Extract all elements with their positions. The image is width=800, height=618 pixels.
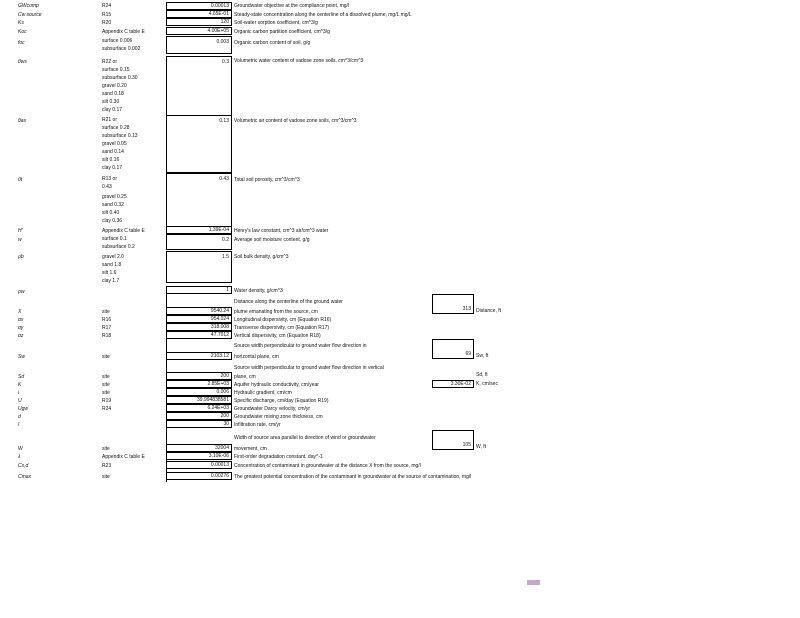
value-k[interactable]: 2.85E+03 xyxy=(166,380,232,388)
value-theta-ws[interactable]: 0.3 xyxy=(166,56,232,116)
desc-koc: Organic carbon partition coefficient, cm^3/g xyxy=(234,29,330,35)
theta-t-line: silt 0.40 xyxy=(102,210,120,216)
symbol-theta-ws: θws xyxy=(18,59,27,65)
value-henry[interactable]: 1.39E-04 xyxy=(166,226,232,234)
symbol-ks: Ks xyxy=(18,20,24,26)
symbol-ugw: Ugw xyxy=(18,406,29,412)
symbol-sd: Sd xyxy=(18,374,25,380)
symbol-u: U xyxy=(18,398,22,404)
desc-theta-t: Total soil porosity, cm^3/cm^3 xyxy=(234,177,300,183)
k-cmsec-label: K, cm/sec xyxy=(476,381,498,387)
theta-t-line: gravel 0.25 xyxy=(102,194,127,200)
ref-foc-surface: surface 0.006 xyxy=(102,38,133,44)
desc-d: Groundwater mixing zone thickness, cm xyxy=(234,414,323,420)
desc-cxd: Concentration of contaminant in groundwater at the distance X from the source, mg/l xyxy=(234,463,421,469)
theta-as-line: clay 0.17 xyxy=(102,165,123,171)
value-ks[interactable]: 120 xyxy=(166,18,232,26)
ref-k: site xyxy=(102,382,110,388)
desc-x: plume emanating from the source, cm xyxy=(234,309,318,315)
moisture-line: surface 0.1 xyxy=(102,236,127,242)
value-theta-t[interactable]: 0.43 xyxy=(166,173,232,227)
bulk-density-line: gravel 2.0 xyxy=(102,254,124,260)
desc-i: Hydraulic gradient, cm/cm xyxy=(234,390,292,396)
symbol-cwsource: Cw source xyxy=(18,12,42,18)
value-alpha-z[interactable]: 47.7012 xyxy=(166,331,232,339)
theta-as-line: subsurface 0.13 xyxy=(102,133,138,139)
theta-ws-line: surface 0.15 xyxy=(102,67,130,73)
symbol-theta-as: θas xyxy=(18,118,26,124)
ref-alpha-y: R17 xyxy=(102,325,112,331)
value-koc[interactable]: 4.00E+05 xyxy=(166,27,232,35)
bulk-density-line: silt 1.6 xyxy=(102,270,117,276)
symbol-bulk-density: ρb xyxy=(18,254,24,260)
value-cmax[interactable]: 0.00276 xyxy=(166,472,232,480)
symbol-sw: Sw xyxy=(18,354,25,360)
symbol-foc: foc xyxy=(18,40,25,46)
theta-ws-line: subsurface 0.30 xyxy=(102,75,138,81)
bulk-density-line: sand 1.8 xyxy=(102,262,122,268)
ref-u: R19 xyxy=(102,398,112,404)
value-u[interactable]: 39.994838581 xyxy=(166,396,232,404)
desc-cwsource: Steady-state concentration along the centerline of a dissolved plume, mg/L mg/L xyxy=(234,12,412,18)
ref-alpha-z: R18 xyxy=(102,333,112,339)
value-alpha-y[interactable]: 318.008 xyxy=(166,323,232,331)
desc-alpha-x: Longitudinal dispersivity, cm (Equation R16) xyxy=(234,317,332,323)
ref-w: site xyxy=(102,446,110,452)
symbol-cmax: Cmax xyxy=(18,474,32,480)
w-ft-box[interactable] xyxy=(432,430,474,450)
value-w[interactable]: 32004 xyxy=(166,444,232,452)
value-lambda[interactable]: 3.10E-06 xyxy=(166,452,232,460)
desc-ks: Soil-water sorption coefficient, cm^3/g xyxy=(234,20,318,26)
value-i[interactable]: 0.006 xyxy=(166,388,232,396)
value-water-density[interactable]: 1 xyxy=(166,286,232,294)
desc-sd: plane, cm xyxy=(234,374,256,380)
ref-gwcomp: R24 xyxy=(102,3,112,9)
theta-ws-line: clay 0.17 xyxy=(102,107,123,113)
ref-i: site xyxy=(102,390,110,396)
symbol-cxd: Cx,d xyxy=(18,463,29,469)
symbol-infiltration: I xyxy=(18,422,20,428)
ref-cxd: R23 xyxy=(102,463,112,469)
desc-sw-line1: Source width perpendicular to ground water flow direction in xyxy=(234,343,367,349)
ref-ks: R20 xyxy=(102,20,112,26)
ref-sd: site xyxy=(102,374,110,380)
symbol-w: W xyxy=(18,446,23,452)
theta-ws-line: R22 or xyxy=(102,59,118,65)
value-sw[interactable]: 2103.12 xyxy=(166,352,232,360)
sw-ft-label: Sw, ft xyxy=(476,353,489,359)
symbol-gwcomp: GWcomp xyxy=(18,3,39,9)
desc-k: Aquifer hydraulic conductivity, cm/year xyxy=(234,382,319,388)
symbol-theta-t: θt xyxy=(18,177,23,183)
symbol-lambda: λ xyxy=(18,454,21,460)
value-infiltration[interactable]: 30 xyxy=(166,420,232,428)
value-foc[interactable]: 0.003 xyxy=(166,36,232,54)
desc-henry: Henry's law constant, cm^3 air/cm^3 water xyxy=(234,228,329,234)
theta-t-line: R13 or xyxy=(102,176,118,182)
ref-foc-subsurface: subsurface 0.002 xyxy=(102,46,141,52)
symbol-k: K xyxy=(18,382,22,388)
desc-sd-line1: Source width perpendicular to ground water flow direction in vertical xyxy=(234,365,384,371)
w-ft-label: W, ft xyxy=(476,444,486,450)
value-ugw[interactable]: 6.24E+03 xyxy=(166,404,232,412)
desc-alpha-z: Vertical dispersivity, cm (Equation R18) xyxy=(234,333,321,339)
symbol-alpha-z: αz xyxy=(18,333,24,339)
theta-as-line: sand 0.14 xyxy=(102,149,124,155)
theta-as-line: silt 0.16 xyxy=(102,157,120,163)
desc-u: Specific discharge, cm/day (Equation R19) xyxy=(234,398,329,404)
desc-theta-as: Volumetric air content of vadose zone soils, cm^3/cm^3 xyxy=(234,118,357,124)
desc-alpha-y: Transverse dispersivity, cm (Equation R17) xyxy=(234,325,330,331)
symbol-x: X xyxy=(18,309,22,315)
sw-ft-box[interactable] xyxy=(432,339,474,359)
desc-w: movement, cm xyxy=(234,446,267,452)
value-sd[interactable]: 200 xyxy=(166,372,232,380)
desc-w-line1: Width of source area parallel to direction of wind or groundwater xyxy=(234,435,376,441)
theta-ws-line: gravel 0.20 xyxy=(102,83,127,89)
desc-moisture: Average soil moisture content, g/g xyxy=(234,237,310,243)
symbol-moisture: w xyxy=(18,237,22,243)
theta-ws-line: sand 0.18 xyxy=(102,91,124,97)
desc-ugw: Groundwater Darcy velocity, cm/yr xyxy=(234,406,311,412)
theta-as-line: surface 0.28 xyxy=(102,125,130,131)
ref-koc: Appendix C table E xyxy=(102,29,145,35)
distance-ft-label: Distance, ft xyxy=(476,308,502,314)
value-bulk-density[interactable]: 1.5 xyxy=(166,251,232,283)
symbol-alpha-x: αx xyxy=(18,317,24,323)
desc-theta-ws: Volumetric water content of vadose zone soils, cm^3/cm^3 xyxy=(234,58,364,64)
value-d[interactable]: 200 xyxy=(166,412,232,420)
value-cxd[interactable]: 0.00013 xyxy=(166,461,232,469)
symbol-koc: Koc xyxy=(18,29,27,35)
desc-distance-line1: Distance along the centerline of the ground water xyxy=(234,299,343,305)
ref-lambda: Appendix C table E xyxy=(102,454,145,460)
sw-ft-value: 69 xyxy=(465,351,471,357)
desc-lambda: First-order degradation constant, day^-1 xyxy=(234,454,323,460)
desc-bulk-density: Soil bulk density, g/cm^3 xyxy=(234,254,289,260)
desc-gwcomp: Groundwater objective at the compliance point, mg/l xyxy=(234,3,350,9)
ref-cwsource: R15 xyxy=(102,12,112,18)
bulk-density-line: clay 1.7 xyxy=(102,278,120,284)
ref-henry: Appendix C table E xyxy=(102,228,145,234)
ref-cmax: site xyxy=(102,474,110,480)
w-ft-value: 105 xyxy=(462,442,471,448)
sd-ft-label: Sd, ft xyxy=(476,372,488,378)
symbol-henry: H' xyxy=(18,228,23,234)
theta-t-line: 0.43 xyxy=(102,184,112,190)
desc-sw: horizontal plane, cm xyxy=(234,354,279,360)
desc-water-density: Water density, g/cm^3 xyxy=(234,288,283,294)
theta-t-line: sand 0.32 xyxy=(102,202,124,208)
theta-as-line: gravel 0.05 xyxy=(102,141,127,147)
symbol-water-density: ρw xyxy=(18,289,25,295)
ref-ugw: R24 xyxy=(102,406,112,412)
symbol-i: i xyxy=(18,390,20,396)
ref-alpha-x: R16 xyxy=(102,317,112,323)
value-gwcomp[interactable]: 0.00013 xyxy=(166,2,232,10)
value-cwsource[interactable]: 4.65E-01 xyxy=(166,10,232,18)
moisture-line: subsurface 0.2 xyxy=(102,244,135,250)
ref-sw: site xyxy=(102,354,110,360)
page-mark xyxy=(527,580,540,585)
desc-foc: Organic carbon content of soil, g/g xyxy=(234,40,311,46)
theta-as-line: R21 or xyxy=(102,117,118,123)
desc-infiltration: Infiltration rate, cm/yr xyxy=(234,422,281,428)
value-theta-as[interactable]: 0.13 xyxy=(166,115,232,173)
value-alpha-x[interactable]: 954.024 xyxy=(166,315,232,323)
symbol-alpha-y: αy xyxy=(18,325,24,331)
distance-ft-box[interactable] xyxy=(432,294,474,314)
value-x[interactable]: 9540.24 xyxy=(166,307,232,315)
ref-x: site xyxy=(102,309,110,315)
symbol-d: d xyxy=(18,414,21,420)
value-moisture[interactable]: 0.2 xyxy=(166,234,232,250)
theta-ws-line: silt 0.30 xyxy=(102,99,120,105)
k-cmsec-value[interactable]: 3.30E-02 xyxy=(432,380,474,388)
distance-ft-value: 313 xyxy=(462,306,471,312)
desc-cmax: The greatest potential concentration of the contaminant in groundwater at the source of contamination, mg/l xyxy=(234,474,472,480)
theta-t-line: clay 0.36 xyxy=(102,218,123,224)
